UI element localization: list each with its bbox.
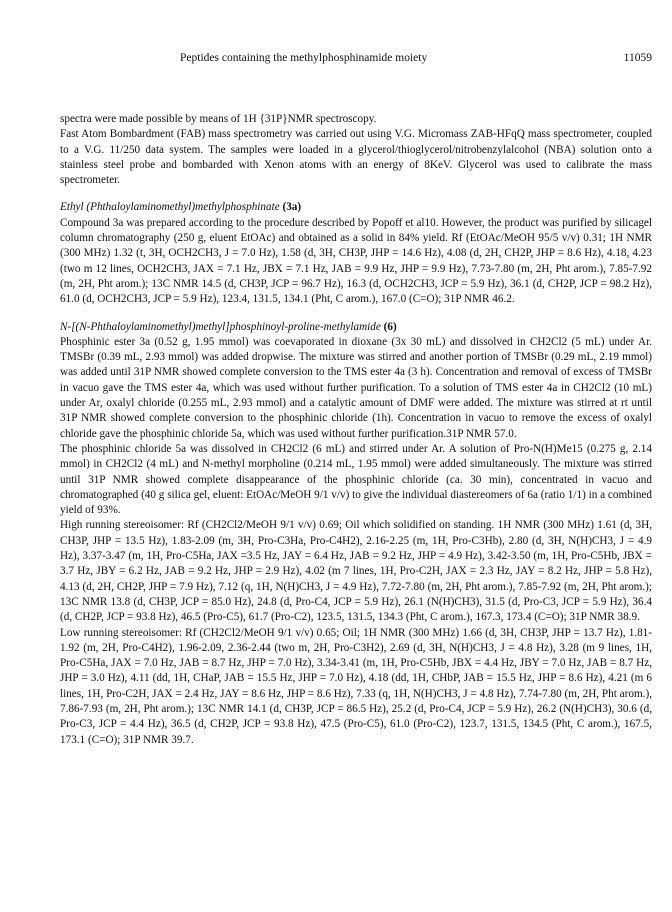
section-heading-6-text: N-[(N-Phthaloylaminomethyl)methyl]phosphinoyl-proline-methylamide: [60, 320, 381, 333]
intro-paragraph-1: spectra were made possible by means of 1H {31P}NMR spectroscopy.: [60, 113, 377, 125]
article-body: [60, 112, 652, 748]
section-6-paragraph-2: The phosphinic chloride 5a was dissolved in CH2Cl2 (6 mL) and stirred under Ar. A solution of Pro-N(H)Me15 (0.275 g, 2.14 mmol) in CH2Cl2 (4 mL) and N-methyl morpholine (0.214 mL, 1.95 mmol) were added simultaneously. The mixture was stirred until 31P NMR showed complete disappearance of the phosphinic chloride (ca. 30 min), concentrated in vacuo and chromatographed (40 g silica gel, eluent: EtOAc/MeOH 9/1 v/v) to give the individual diastereomers of 6a (ratio 1/1) in a combined yield of 93%.: [60, 442, 652, 517]
intro-paragraph-2: Fast Atom Bombardment (FAB) mass spectrometry was carried out using V.G. Micromass ZAB-HFqQ mass spectrometer, coupled to a V.G. 11/250 data system. The samples were loaded in a glycerol/thioglycerol/nitrobenzylalcohol (NBA) solution onto a stainless steel probe and bombarded with Xenon atoms with an energy of 8KeV. Glycerol was used to calibrate the mass spectrometer.: [60, 128, 652, 187]
section-6-paragraph-4: Low running stereoisomer: Rf (CH2Cl2/MeOH 9/1 v/v) 0.65; Oil; 1H NMR (300 MHz) 1.66 (d, 3H, CH3P, JHP = 13.7 Hz), 1.81-1.92 (m, 2H, Pro-C4H2), 1.96-2.09, 2.36-2.44 (two m, 2H, Pro-C3H2), 2.69 (d, 3H, N(H)CH3, J = 4.8 Hz), 3.28 (m 9 lines, 1H, Pro-C5Ha, JAX = 7.0 Hz, JAB = 8.7 Hz, JHP = 7.0 Hz), 3.34-3.41 (m, 1H, Pro-C5Hb, JBX = 4.4 Hz, JBY = 7.0 Hz, JAB = 8.7 Hz, JHP = 3.0 Hz), 4.11 (dd, 1H, CHaP, JAB = 15.5 Hz, JHP = 7.0 Hz), 4.18 (dd, 1H, CHbP, JAB = 15.5 Hz, JHP = 8.6 Hz), 4.21 (m 6 lines, 1H, Pro-C2H, JAX = 2.4 Hz, JAY = 8.6 Hz, JHP = 8.6 Hz), 7.33 (q, 1H, N(H)CH3, J = 4.8 Hz), 7.74-7.80 (m, 2H, Pht arom.), 7.86-7.93 (m, 2H, Pht arom.); 13C NMR 14.1 (d, CH3P, JCP = 86.5 Hz), 25.2 (d, Pro-C4, JCP = 5.9 Hz), 26.2 (N(H)CH3), 30.6 (d, Pro-C3, JCP = 4.4 Hz), 36.5 (d, CH2P, JCP = 93.8 Hz), 47.5 (Pro-C5), 61.0 (Pro-C2), 123.7, 131.5, 134.5 (Pht, C arom.), 167.5, 173.1 (C=O); 31P NMR 39.7.: [60, 626, 652, 746]
journal-page: [60, 52, 652, 748]
section-heading-6-code: (6): [383, 320, 397, 333]
section-6-paragraph-1: Phosphinic ester 3a (0.52 g, 1.95 mmol) was coevaporated in dioxane (3x 30 mL) and dissolved in CH2Cl2 (5 mL) under Ar. TMSBr (0.39 mL, 2.93 mmol) was added dropwise. The mixture was stirred and another portion of TMSBr (0.29 mL, 2.19 mmol) was added until 31P NMR showed complete conversion to the TMS ester 4a (3 h). Concentration and removal of excess of TMSBr in vacuo gave the TMS ester 4a, which was used without further purification. To a solution of TMS ester 4a in CH2Cl2 (10 mL) under Ar, oxalyl chloride (0.255 mL, 2.93 mmol) and a catalytic amount of DMF were added. The mixture was stirred at rt until 31P NMR showed complete conversion to the phosphinic chloride (1h). Concentration in vacuo to remove the excess of oxalyl chloride gave the phosphinic chloride 5a, which was used without further purification.31P NMR 57.0.: [60, 335, 652, 440]
running-header: [60, 52, 652, 70]
running-title: Peptides containing the methylphosphinamide moiety: [180, 52, 428, 64]
section-heading-3a: [60, 200, 652, 215]
section-heading-3a-code: (3a): [282, 201, 302, 214]
section-6-paragraph-3: High running stereoisomer: Rf (CH2Cl2/MeOH 9/1 v/v) 0.69; Oil which solidified on standing. 1H NMR (300 MHz) 1.61 (d, 3H, CH3P, JHP = 13.5 Hz), 1.83-2.09 (m, 3H, Pro-C3Ha, Pro-C4H2), 2.16-2.25 (m, 1H, Pro-C3Hb), 2.80 (d, 3H, N(H)CH3, J = 4.9 Hz), 3.37-3.47 (m, 1H, Pro-C5Ha, JAX =3.5 Hz, JAY = 6.4 Hz, JAB = 9.2 Hz, JHP = 4.9 Hz), 3.42-3.50 (m, 1H, Pro-C5Hb, JBX = 3.7 Hz, JBY = 6.2 Hz, JAB = 9.2 Hz, JHP = 2.9 Hz), 4.02 (m 7 lines, 1H, Pro-C2H, JAX = 2.3 Hz, JAY = 8.2 Hz, JHP = 5.8 Hz), 4.13 (d, 2H, CH2P, JHP = 7.9 Hz), 7.12 (q, 1H, N(H)CH3, J = 4.9 Hz), 7.72-7.80 (m, 2H, Pht arom.), 7.85-7.92 (m, 2H, Pht arom.); 13C NMR 13.8 (d, CH3P, JCP = 85.0 Hz), 24.8 (d, Pro-C4, JCP = 5.9 Hz), 26.1 (N(H)CH3), 31.5 (d, Pro-C3, JCP = 5.9 Hz), 36.4 (d, CH2P, JCP = 93.8 Hz), 46.5 (Pro-C5), 61.7 (Pro-C2), 123.5, 131.5, 134.3 (Pht, C arom.), 167.3, 173.4 (C=O); 31P NMR 38.9.: [60, 519, 652, 624]
section-3a-paragraph: Compound 3a was prepared according to the procedure described by Popoff et al10. However, the product was purified by silicagel column chromatography (250 g, eluent EtOAc) and obtained as a solid in 84% yield. Rf (EtOAc/MeOH 95/5 v/v) 0.31; 1H NMR (300 MHz) 1.32 (t, 3H, OCH2CH3, J = 7.0 Hz), 1.58 (d, 3H, CH3P, JHP = 14.6 Hz), 4.08 (d, 2H, CH2P, JHP = 8.6 Hz), 4.18, 4.23 (two m 12 lines, OCH2CH3, JAX = 7.1 Hz, JBX = 7.1 Hz, JAB = 9.9 Hz, JHP = 9.9 Hz), 7.73-7.80 (m, 2H, Pht arom.), 7.85-7.92 (m, 2H, Pht arom.); 13C NMR 14.5 (d, CH3P, JCP = 96.7 Hz), 16.3 (d, OCH2CH3, JCP = 5.9 Hz), 36.1 (d, CH2P, JCP = 98.2 Hz), 61.0 (d, OCH2CH3, JCP = 5.9 Hz), 123.4, 131.5, 134.1 (Pht, C arom.), 167.0 (C=O); 31P NMR 46.2.: [60, 216, 652, 306]
page-number: 11059: [623, 52, 652, 64]
section-heading-3a-text: Ethyl (Phthaloylaminomethyl)methylphosphinate: [60, 201, 280, 214]
section-heading-6: [60, 320, 652, 335]
